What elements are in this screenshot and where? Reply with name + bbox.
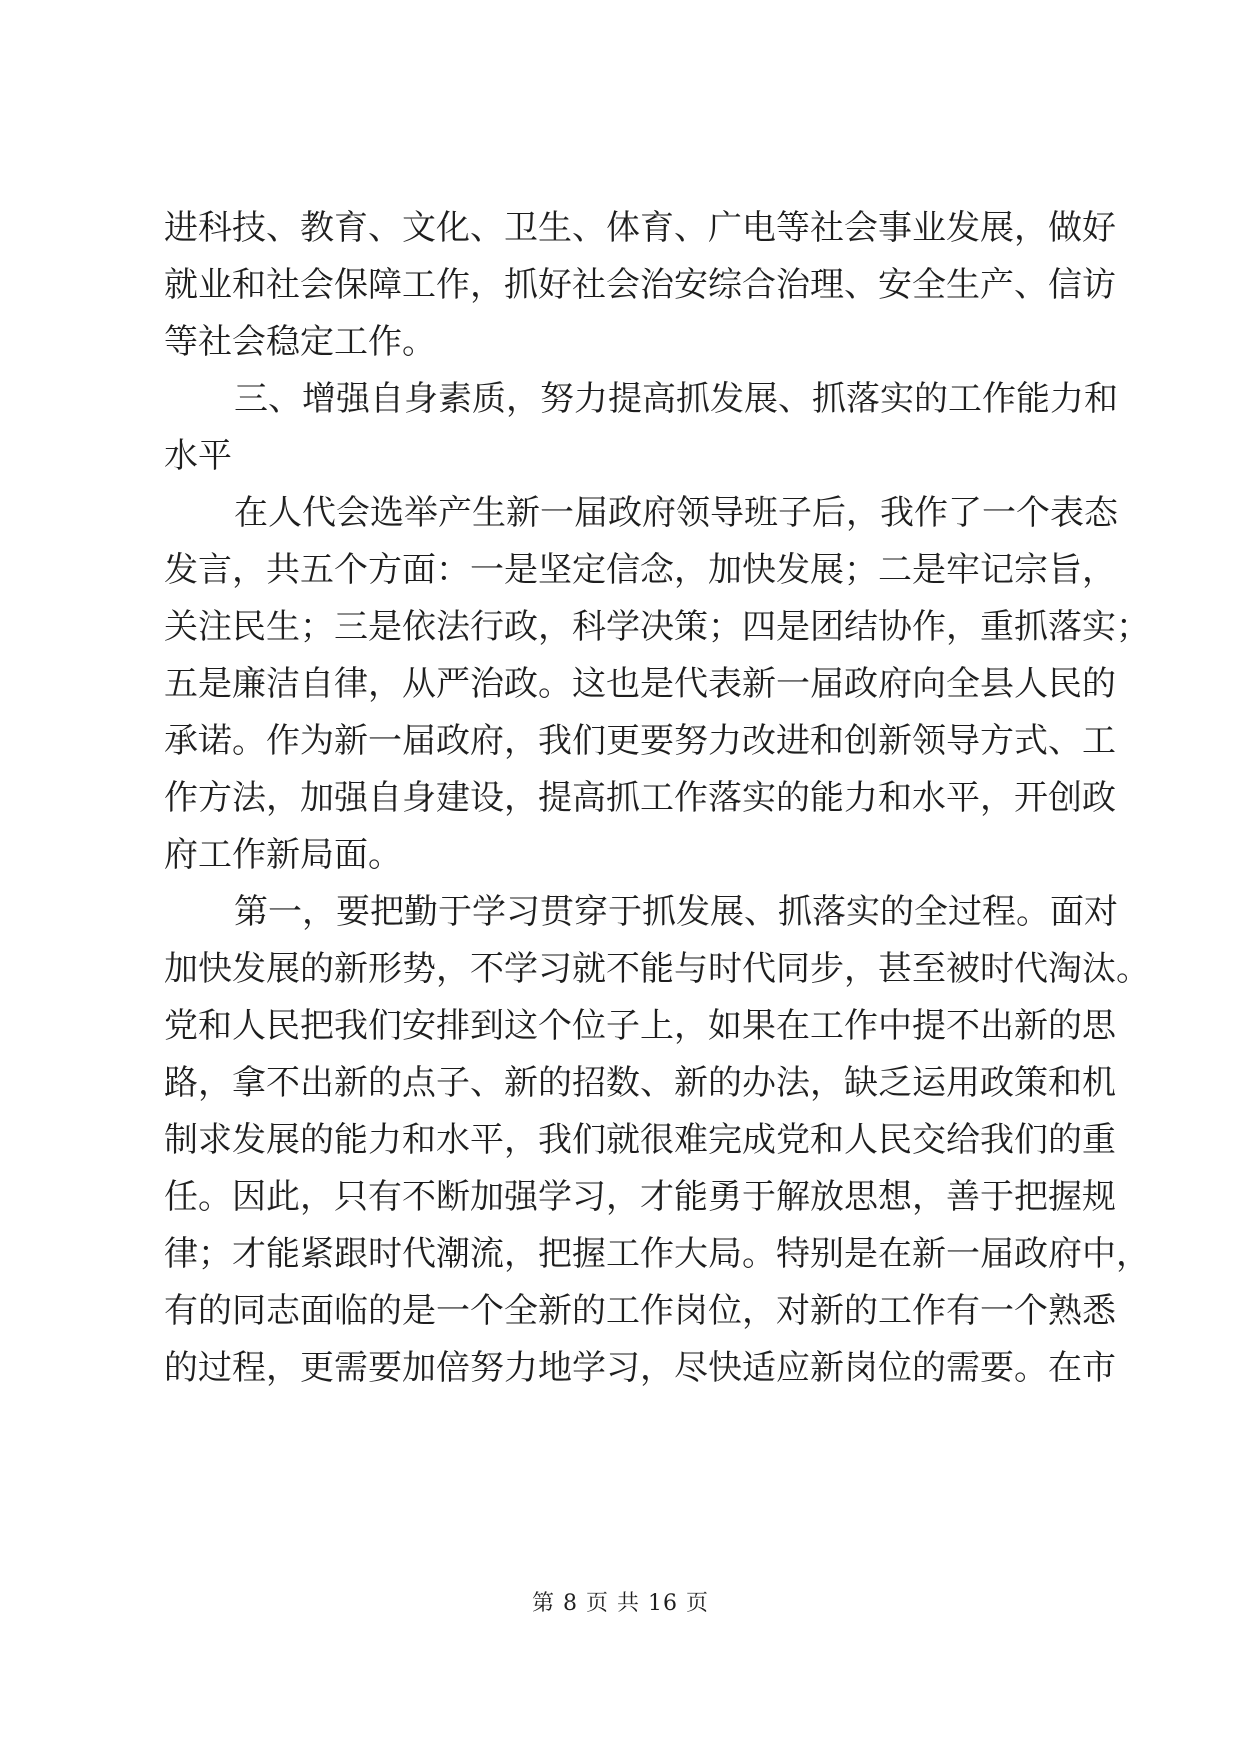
body-text-line: 作方法，加强自身建设，提高抓工作落实的能力和水平，开创政 (164, 778, 1116, 818)
body-text-line: 府工作新局面。 (164, 835, 402, 875)
body-text-line: 进科技、教育、文化、卫生、体育、广电等社会事业发展，做好 (164, 208, 1116, 248)
page-number-footer: 第 8 页 共 16 页 (532, 1591, 709, 1616)
body-text-line: 第一，要把勤于学习贯穿于抓发展、抓落实的全过程。面对 (234, 892, 1118, 932)
body-text-line: 加快发展的新形势，不学习就不能与时代同步，甚至被时代淘汰。 (164, 949, 1150, 989)
body-text-line: 党和人民把我们安排到这个位子上，如果在工作中提不出新的思 (164, 1006, 1116, 1046)
body-text-line: 承诺。作为新一届政府，我们更要努力改进和创新领导方式、工 (164, 721, 1116, 761)
body-text-line: 发言，共五个方面：一是坚定信念，加快发展；二是牢记宗旨， (164, 550, 1116, 590)
body-text-line: 在人代会选举产生新一届政府领导班子后，我作了一个表态 (234, 493, 1118, 533)
body-text-line: 等社会稳定工作。 (164, 322, 436, 362)
body-text-line: 制求发展的能力和水平，我们就很难完成党和人民交给我们的重 (164, 1120, 1116, 1160)
body-text-line: 五是廉洁自律，从严治政。这也是代表新一届政府向全县人民的 (164, 664, 1116, 704)
section-heading-line: 水平 (164, 436, 232, 476)
body-text-line: 任。因此，只有不断加强学习，才能勇于解放思想，善于把握规 (164, 1177, 1116, 1217)
body-text-line: 路，拿不出新的点子、新的招数、新的办法，缺乏运用政策和机 (164, 1063, 1116, 1103)
section-heading-line: 三、增强自身素质，努力提高抓发展、抓落实的工作能力和 (234, 379, 1118, 419)
body-text-line: 就业和社会保障工作，抓好社会治安综合治理、安全生产、信访 (164, 265, 1116, 305)
body-text-line: 律；才能紧跟时代潮流，把握工作大局。特别是在新一届政府中， (164, 1234, 1150, 1274)
body-text-line: 关注民生；三是依法行政，科学决策；四是团结协作，重抓落实； (164, 607, 1150, 647)
body-text-line: 有的同志面临的是一个全新的工作岗位，对新的工作有一个熟悉 (164, 1291, 1116, 1331)
body-text-line: 的过程，更需要加倍努力地学习，尽快适应新岗位的需要。在市 (164, 1348, 1116, 1388)
